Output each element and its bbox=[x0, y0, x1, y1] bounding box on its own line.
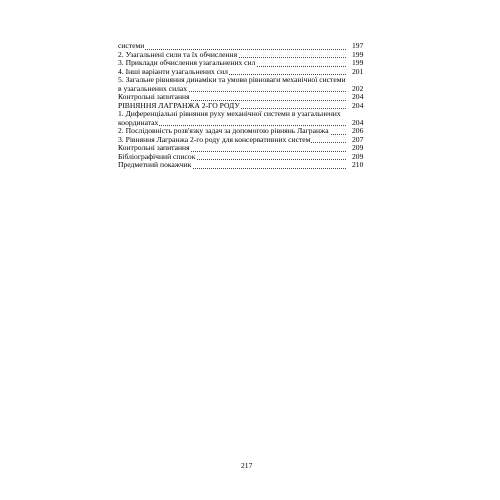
toc-entry-page: 206 bbox=[352, 126, 364, 135]
toc-entry-title: РІВНЯННЯ ЛАГРАНЖА 2-ГО РОДУ bbox=[118, 101, 240, 110]
table-of-contents bbox=[118, 42, 378, 170]
toc-entry bbox=[118, 102, 378, 111]
toc-entry-title: 5. Загальне рівняння динаміки та умови рівноваги механічної системи в узагальнених силах bbox=[118, 76, 346, 93]
toc-entry bbox=[118, 51, 378, 60]
toc-entry-title: 3. Рівняння Лагранжа 2-го роду для консервативних систем bbox=[118, 135, 311, 144]
toc-entry-title: системи bbox=[118, 42, 145, 50]
toc-entry-page: 209 bbox=[352, 143, 364, 152]
toc-entry-title: Контрольні запитання bbox=[118, 93, 190, 101]
toc-entry bbox=[118, 161, 378, 170]
toc-entry bbox=[118, 42, 378, 51]
toc-entry-title: Предметний покажчик bbox=[118, 161, 192, 169]
toc-entry-title: Бібліографічний список bbox=[118, 152, 196, 161]
toc-entry-page: 210 bbox=[352, 160, 364, 169]
toc-entry-page: 201 bbox=[352, 66, 364, 76]
page-number: 217 bbox=[241, 461, 253, 470]
toc-entry-page: 204 bbox=[352, 100, 364, 110]
toc-entry-page: 199 bbox=[352, 58, 364, 67]
toc-entry bbox=[118, 136, 378, 145]
toc-entry bbox=[118, 76, 378, 93]
toc-entry bbox=[118, 127, 378, 136]
toc-entry bbox=[118, 93, 378, 102]
toc-entry-title: 2. Послідовність розв'язку задач за допомогою рівнянь Лагранжа bbox=[118, 127, 329, 135]
toc-entry-page: 209 bbox=[352, 151, 364, 161]
toc-entry bbox=[118, 68, 378, 77]
toc-entry bbox=[118, 153, 378, 162]
toc-entry-title: 4. Інші варіанти узагальнених сил bbox=[118, 67, 228, 76]
toc-entry-page: 199 bbox=[352, 49, 364, 59]
toc-entry-page: 197 bbox=[352, 41, 364, 50]
toc-entry-page: 204 bbox=[352, 92, 364, 101]
toc-entry-title: Контрольні запитання bbox=[118, 144, 190, 152]
toc-entry-title: 1. Диференціальні рівняння руху механічної системи в узагальнених координатах bbox=[118, 110, 341, 127]
toc-entry bbox=[118, 144, 378, 153]
toc-entry-page: 202 bbox=[352, 83, 364, 93]
toc-entry-title: 2. Узагальнені сили та їх обчислення bbox=[118, 50, 238, 59]
toc-entry-page: 204 bbox=[352, 117, 364, 127]
toc-entry bbox=[118, 110, 378, 127]
toc-entry-title: 3. Приклади обчислення узагальнених сил bbox=[118, 59, 256, 67]
toc-entry bbox=[118, 59, 378, 68]
toc-entry-page: 207 bbox=[352, 134, 364, 144]
